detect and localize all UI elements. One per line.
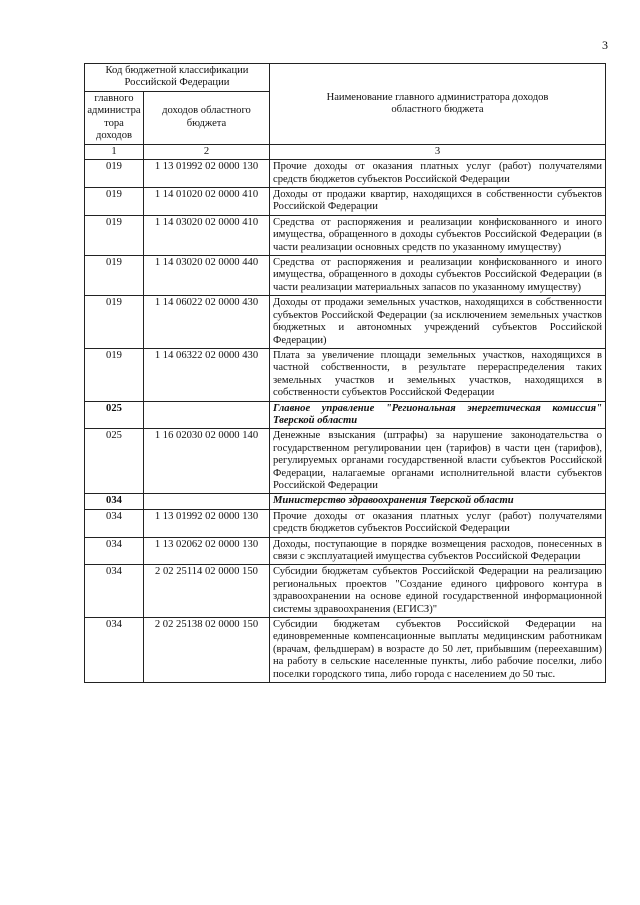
income-code-cell [144,401,270,429]
income-code-cell: 1 13 02062 02 0000 130 [144,537,270,565]
name-cell: Прочие доходы от оказания платных услуг (работ) получателями средств бюджетов субъектов Российской Федерации [270,160,606,188]
name-cell: Субсидии бюджетам субъектов Российской Федерации на реализацию региональных проектов "Создание единого цифрового контура в здравоохранении на основе единой государственной информационной системы здравоохранения (ЕГИСЗ)" [270,565,606,618]
name-cell: Министерство здравоохранения Тверской области [270,494,606,509]
admin-code-cell: 019 [85,188,144,216]
header-income-column: доходов областного бюджета [144,91,270,144]
table-row [85,215,606,255]
table-row [85,296,606,349]
table-row [85,509,606,537]
table-row [85,256,606,296]
income-code-cell: 1 14 01020 02 0000 410 [144,188,270,216]
admin-code-cell: 019 [85,160,144,188]
admin-code-cell: 034 [85,509,144,537]
admin-code-cell: 034 [85,565,144,618]
name-cell: Субсидии бюджетам субъектов Российской Федерации на единовременные компенсационные выплаты медицинским работникам (врачам, фельдшерам) в возрасте до 50 лет, прибывшим (переехавшим) на работу в сельские населенные пункты, либо рабочие поселки, либо поселки городского типа, либо города с населением до 50 тыс. [270,618,606,683]
income-code-cell: 1 14 06322 02 0000 430 [144,348,270,401]
table-row [85,565,606,618]
budget-classification-table [84,63,606,683]
income-code-cell [144,494,270,509]
column-number: 3 [270,144,606,159]
income-code-cell: 1 14 03020 02 0000 410 [144,215,270,255]
name-cell: Денежные взыскания (штрафы) за нарушение законодательства о государственном регулировании цен (тарифов) в части цен (тарифов), регулируемых органами государственной власти субъектов Российской Федерации, налагаемые органами исполнительной власти субъектов Российской Федерации [270,429,606,494]
admin-code-cell: 019 [85,215,144,255]
header-name-column: Наименование главного администратора доходов областного бюджета [270,64,606,145]
admin-code-cell: 034 [85,618,144,683]
name-cell: Средства от распоряжения и реализации конфискованного и иного имущества, обращенного в доходы субъектов Российской Федерации (в части реализации материальных запасов по указанному имуществу) [270,256,606,296]
admin-code-cell: 034 [85,537,144,565]
income-code-cell: 1 14 06022 02 0000 430 [144,296,270,349]
income-code-cell: 2 02 25114 02 0000 150 [144,565,270,618]
admin-code-cell: 019 [85,348,144,401]
table-row [85,429,606,494]
admin-code-cell: 034 [85,494,144,509]
name-cell: Доходы, поступающие в порядке возмещения расходов, понесенных в связи с эксплуатацией имущества субъектов Российской Федерации [270,537,606,565]
name-cell: Средства от распоряжения и реализации конфискованного и иного имущества, обращенного в доходы субъектов Российской Федерации (в части реализации основных средств по указанному имуществу) [270,215,606,255]
header-group: Код бюджетной классификации Российской Федерации [85,64,270,92]
table-row [85,537,606,565]
admin-code-cell: 019 [85,296,144,349]
name-cell: Доходы от продажи земельных участков, находящихся в собственности субъектов Российской Федерации (за исключением земельных участков бюджетных и автономных учреждений субъектов Российской Федерации) [270,296,606,349]
admin-code-cell: 025 [85,429,144,494]
column-number: 2 [144,144,270,159]
section-row [85,401,606,429]
admin-code-cell: 025 [85,401,144,429]
name-cell: Прочие доходы от оказания платных услуг (работ) получателями средств бюджетов субъектов Российской Федерации [270,509,606,537]
page-number: 3 [602,38,608,52]
name-cell: Доходы от продажи квартир, находящихся в собственности субъектов Российской Федерации [270,188,606,216]
income-code-cell: 2 02 25138 02 0000 150 [144,618,270,683]
table-row [85,188,606,216]
section-row [85,494,606,509]
name-cell: Главное управление "Региональная энергетическая комиссия" Тверской области [270,401,606,429]
income-code-cell: 1 14 03020 02 0000 440 [144,256,270,296]
header-admin-column: главного администра тора доходов [85,91,144,144]
table-row [85,160,606,188]
income-code-cell: 1 13 01992 02 0000 130 [144,509,270,537]
table-body [85,160,606,683]
admin-code-cell: 019 [85,256,144,296]
income-code-cell: 1 13 01992 02 0000 130 [144,160,270,188]
table-row [85,348,606,401]
table-row [85,618,606,683]
income-code-cell: 1 16 02030 02 0000 140 [144,429,270,494]
name-cell: Плата за увеличение площади земельных участков, находящихся в частной собственности, в результате перераспределения таких земельных участков и земельных участков, находящихся в собственности субъектов Российской Федерации [270,348,606,401]
column-number: 1 [85,144,144,159]
